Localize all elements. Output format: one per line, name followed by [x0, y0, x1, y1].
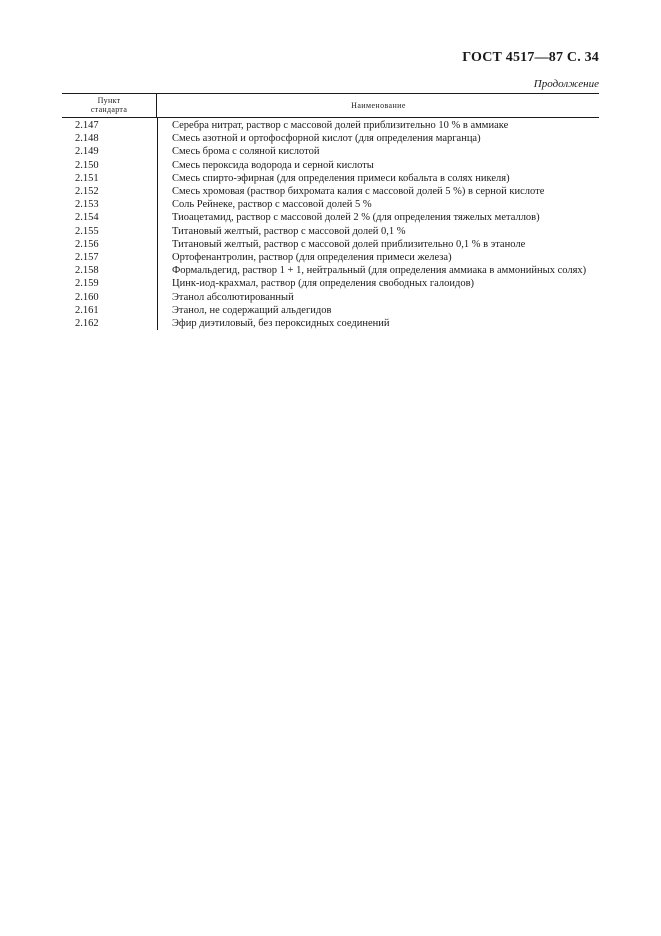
row-name: Смесь пероксида водорода и серной кислоты: [172, 159, 374, 171]
table-row: [62, 251, 599, 264]
reagents-table: [62, 93, 599, 330]
row-number: 2.156: [75, 238, 99, 250]
row-number: 2.153: [75, 199, 99, 211]
row-number: 2.162: [75, 318, 99, 330]
row-name: Титановый желтый, раствор с массовой долей приблизительно 0,1 % в этаноле: [172, 238, 526, 250]
table-row: [62, 264, 599, 277]
row-name: Серебра нитрат, раствор с массовой долей приблизительно 10 % в аммиаке: [172, 120, 509, 131]
row-name: Эфир диэтиловый, без пероксидных соединений: [172, 318, 390, 330]
table-row: [62, 211, 599, 224]
column-header-name: Наименование: [351, 101, 406, 110]
row-number: 2.155: [75, 225, 99, 237]
row-number: 2.151: [75, 172, 99, 184]
table-row: [62, 118, 599, 132]
row-number: 2.149: [75, 146, 99, 158]
table-row: [62, 159, 599, 172]
column-header-number-line1: Пункт: [97, 96, 121, 105]
row-name: Цинк-иод-крахмал, раствор (для определения свободных галоидов): [172, 278, 475, 290]
row-number: 2.160: [75, 291, 99, 303]
table-row: [62, 291, 599, 304]
table-row: [62, 277, 599, 290]
page-title: ГОСТ 4517—87 С. 34: [462, 50, 599, 65]
column-header-number: [62, 94, 157, 117]
table-row: [62, 304, 599, 317]
table-header: [62, 93, 599, 118]
row-number: 2.150: [75, 159, 99, 171]
row-number: 2.158: [75, 265, 99, 277]
row-name: Смесь хромовая (раствор бихромата калия с массовой долей 5 %) в серной кислоте: [172, 186, 545, 198]
table-body: [62, 118, 599, 330]
row-name: Этанол абсолютированный: [172, 291, 294, 303]
table-row: [62, 172, 599, 185]
row-name: Смесь спирто-эфирная (для определения примеси кобальта в солях никеля): [172, 172, 510, 184]
row-number: 2.159: [75, 278, 99, 290]
row-name: Смесь азотной и ортофосфорной кислот (для определения марганца): [172, 133, 481, 145]
table-row: [62, 317, 599, 330]
row-number: 2.161: [75, 304, 99, 316]
table-row: [62, 132, 599, 145]
row-number: 2.147: [75, 120, 99, 131]
row-number: 2.157: [75, 252, 99, 264]
row-name: Ортофенантролин, раствор (для определения примеси железа): [172, 252, 452, 264]
table-row: [62, 145, 599, 158]
row-number: 2.152: [75, 186, 99, 198]
row-name: Титановый желтый, раствор с массовой долей 0,1 %: [172, 225, 406, 237]
table-row: [62, 225, 599, 238]
table-row: [62, 185, 599, 198]
row-name: Смесь брома с соляной кислотой: [172, 146, 320, 158]
continuation-label: Продолжение: [533, 78, 599, 90]
row-name: Соль Рейнеке, раствор с массовой долей 5 %: [172, 199, 372, 211]
row-number: 2.154: [75, 212, 99, 224]
row-number: 2.148: [75, 133, 99, 145]
row-name: Этанол, не содержащий альдегидов: [172, 304, 332, 316]
row-name: Тиоацетамид, раствор с массовой долей 2 % (для определения тяжелых металлов): [172, 212, 540, 224]
column-header-number-line2: стандарта: [90, 105, 128, 114]
table-row: [62, 238, 599, 251]
table-row: [62, 198, 599, 211]
row-name: Формальдегид, раствор 1 + 1, нейтральный (для определения аммиака в аммонийных солях): [172, 265, 587, 277]
